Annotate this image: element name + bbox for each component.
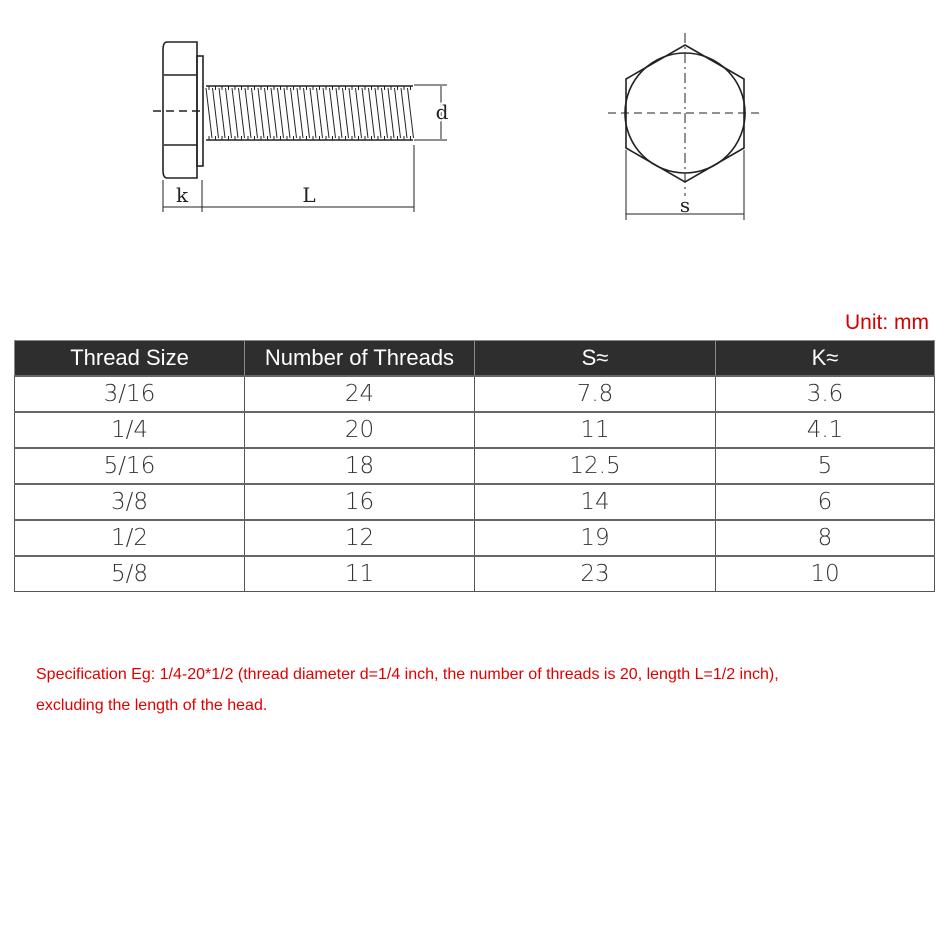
table-cell: 1/4	[15, 412, 245, 448]
table-cell: 10	[716, 556, 935, 592]
bolt-top-view	[608, 33, 763, 220]
table-cell: 8	[716, 520, 935, 556]
table-cell: 3.6	[716, 376, 935, 412]
table-cell: 6	[716, 484, 935, 520]
table-cell: 5	[716, 448, 935, 484]
header-thread-size: Thread Size	[15, 341, 245, 377]
header-s: S≈	[475, 341, 716, 377]
table-cell: 3/16	[15, 376, 245, 412]
specification-note-line2: excluding the length of the head.	[36, 697, 268, 714]
table-cell: 1/2	[15, 520, 245, 556]
table-cell: 20	[245, 412, 475, 448]
table-cell: 4.1	[716, 412, 935, 448]
table-cell: 7.8	[475, 376, 716, 412]
table-cell: 16	[245, 484, 475, 520]
table-cell: 24	[245, 376, 475, 412]
dimension-label-l: L	[302, 183, 316, 207]
table-cell: 11	[475, 412, 716, 448]
table-cell: 5/8	[15, 556, 245, 592]
table-row	[15, 376, 935, 412]
table-row	[15, 412, 935, 448]
table-row	[15, 448, 935, 484]
dimension-label-k: k	[175, 183, 189, 207]
table-row	[15, 520, 935, 556]
table-cell: 5/16	[15, 448, 245, 484]
header-number-of-threads: Number of Threads	[245, 341, 475, 377]
specification-note-line1: Specification Eg: 1/4-20*1/2 (thread diameter d=1/4 inch, the number of threads is 20, length L=1/2 inch),	[36, 666, 779, 683]
bolt-technical-drawing	[0, 0, 945, 300]
table-row	[15, 556, 935, 592]
table-header-row	[15, 341, 935, 377]
unit-label: Unit: mm	[845, 311, 929, 334]
table-cell: 18	[245, 448, 475, 484]
table-cell: 11	[245, 556, 475, 592]
table-cell: 12.5	[475, 448, 716, 484]
table-cell: 3/8	[15, 484, 245, 520]
table-row	[15, 484, 935, 520]
specification-table	[14, 340, 935, 592]
header-k: K≈	[716, 341, 935, 377]
bolt-side-view	[153, 42, 447, 212]
table-cell: 14	[475, 484, 716, 520]
table-cell: 23	[475, 556, 716, 592]
table-cell: 19	[475, 520, 716, 556]
dimension-label-s: s	[679, 193, 691, 217]
dimension-label-d: d	[435, 100, 449, 124]
table-cell: 12	[245, 520, 475, 556]
